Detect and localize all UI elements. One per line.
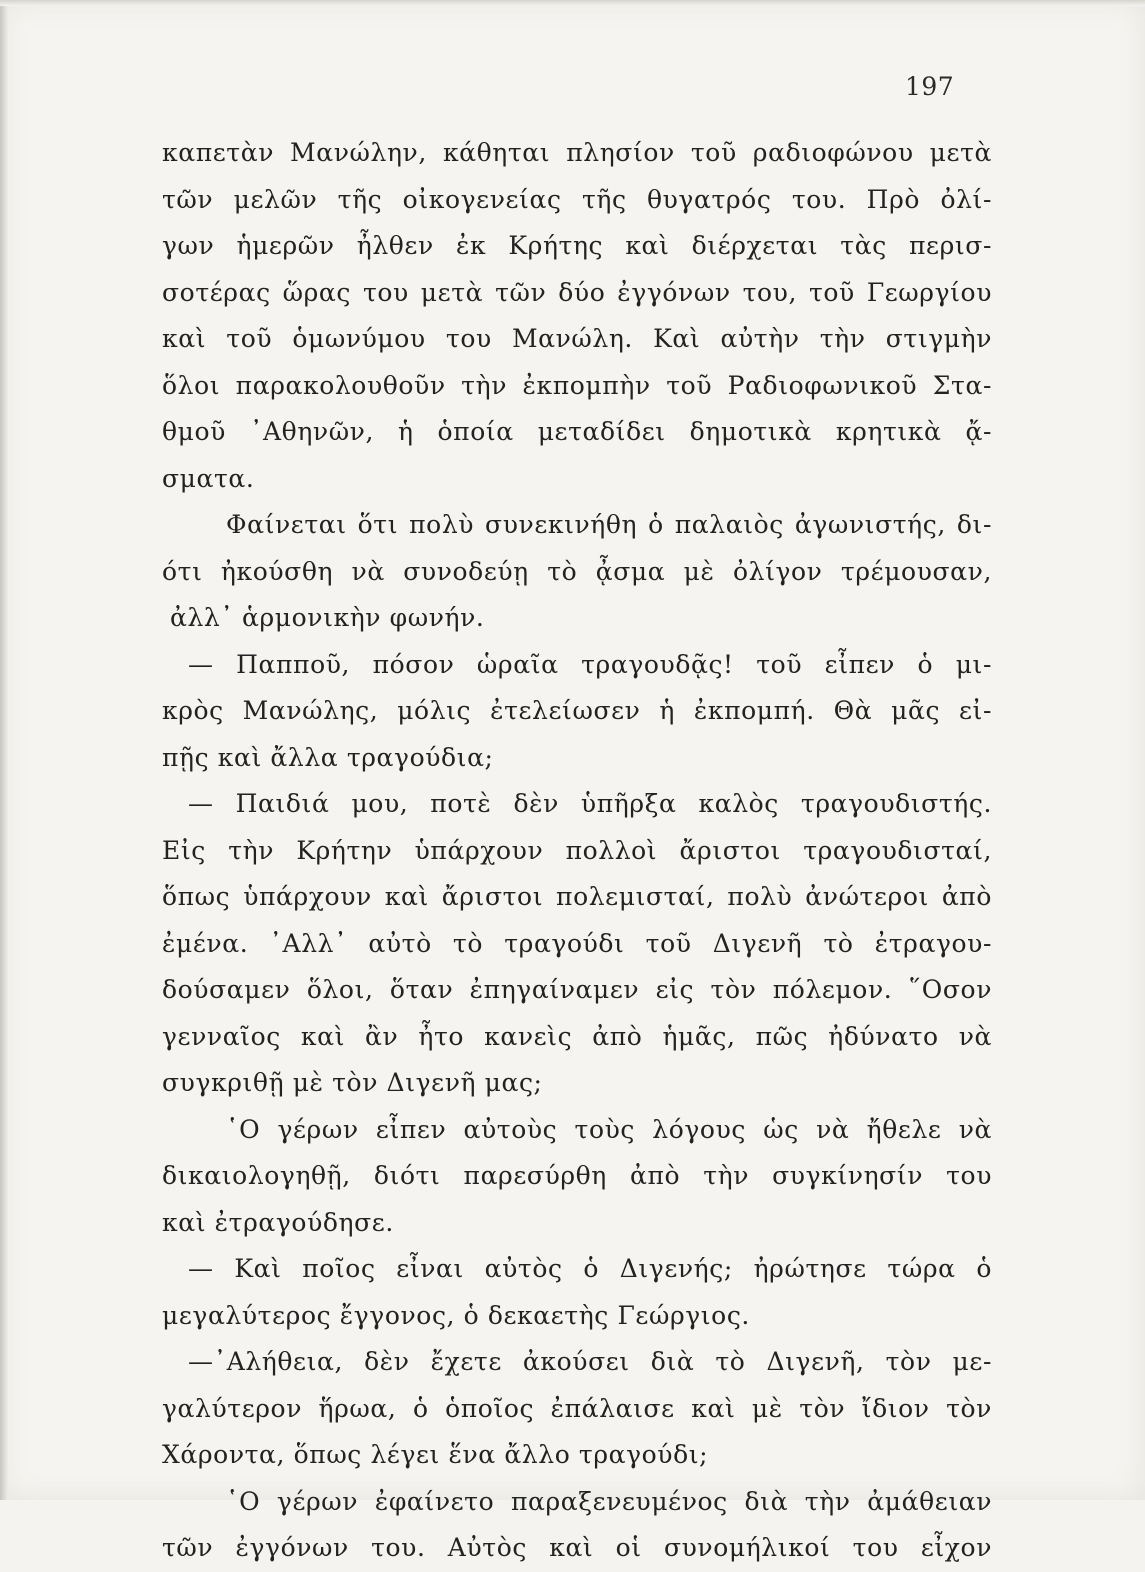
text-line: — Παπποῦ, πόσον ὡραῖα τραγουδᾷς! τοῦ εἶπεν ὁ μι- <box>188 649 992 679</box>
text-line: καὶ τοῦ ὁμωνύμου του Μανώλη. Καὶ αὐτὴν τὴν στιγμὴν <box>162 324 992 353</box>
text-line: θμοῦ ᾿Αθηνῶν, ἡ ὁποία μεταδίδει δημοτικὰ κρητικὰ ᾄ- <box>162 417 992 446</box>
text-line: δούσαμεν ὅλοι, ὅταν ἐπηγαίναμεν εἰς τὸν πόλεμον. ῞Οσον <box>162 975 992 1004</box>
text-line: ἀλλ᾿ ἁρμονικὴν φωνήν. <box>170 603 485 632</box>
text-line: πῇς καὶ ἄλλα τραγούδια; <box>162 742 494 772</box>
page-number: 197 <box>905 72 955 101</box>
body-text <box>162 130 992 1572</box>
text-line: Εἰς τὴν Κρήτην ὑπάρχουν πολλοὶ ἄριστοι τραγουδισταί, <box>162 835 992 865</box>
text-line: ἐμένα. ᾿Αλλ᾿ αὐτὸ τὸ τραγούδι τοῦ Διγενῆ τὸ ἐτραγου- <box>162 928 992 958</box>
text-line: σοτέρας ὥρας του μετὰ τῶν δύο ἐγγόνων του, τοῦ Γεωργίου <box>162 277 992 307</box>
text-line: Φαίνεται ὅτι πολὺ συνεκινήθη ὁ παλαιὸς ἀγωνιστής, δι- <box>226 510 992 539</box>
text-line: ῾Ο γέρων ἐφαίνετο παραξενευμένος διὰ τὴν ἀμάθειαν <box>226 1486 992 1516</box>
text-line: ὅλοι παρακολουθοῦν τὴν ἐκπομπὴν τοῦ Ραδιοφωνικοῦ Στα- <box>162 370 992 400</box>
text-line: δικαιολογηθῇ, διότι παρεσύρθη ἀπὸ τὴν συγκίνησίν του <box>162 1161 992 1190</box>
text-line: μεγαλύτερος ἔγγονος, ὁ δεκαετὴς Γεώργιος. <box>162 1300 750 1330</box>
text-line: — Καὶ ποῖος εἶναι αὐτὸς ὁ Διγενής; ἠρώτησε τώρα ὁ <box>188 1254 992 1283</box>
text-line: καὶ ἐτραγούδησε. <box>162 1207 394 1237</box>
page-top-edge <box>0 0 1145 6</box>
text-line: συγκριθῇ μὲ τὸν Διγενῆ μας; <box>162 1068 543 1097</box>
text-line: Χάροντα, ὅπως λέγει ἕνα ἄλλο τραγούδι; <box>162 1440 709 1469</box>
text-line: σματα. <box>162 463 255 493</box>
text-line: ὅπως ὑπάρχουν καὶ ἄριστοι πολεμισταί, πολὺ ἀνώτεροι ἀπὸ <box>162 882 992 911</box>
text-line: τῶν ἐγγόνων του. Αὐτὸς καὶ οἱ συνομήλικοί του εἶχον <box>162 1533 992 1562</box>
text-line: ότι ἠκούσθη νὰ συνοδεύῃ τὸ ᾆσμα μὲ ὀλίγον τρέμουσαν, <box>162 556 992 586</box>
text-line: —᾿Αλήθεια, δὲν ἔχετε ἀκούσει διὰ τὸ Διγενῆ, τὸν με- <box>188 1347 992 1376</box>
text-line: γενναῖος καὶ ἂν ἦτο κανεὶς ἀπὸ ἡμᾶς, πῶς ἠδύνατο νὰ <box>162 1021 992 1051</box>
page-left-edge <box>0 0 8 1500</box>
text-line: γων ἡμερῶν ἦλθεν ἐκ Κρήτης καὶ διέρχεται τὰς περισ- <box>162 231 992 260</box>
text-line: — Παιδιά μου, ποτὲ δὲν ὑπῆρξα καλὸς τραγουδιστής. <box>188 789 992 818</box>
text-line: γαλύτερον ἥρωα, ὁ ὁποῖος ἐπάλαισε καὶ μὲ τὸν ἴδιον τὸν <box>162 1393 992 1423</box>
text-line: ῾Ο γέρων εἶπεν αὐτοὺς τοὺς λόγους ὡς νὰ ἤθελε νὰ <box>226 1114 992 1144</box>
text-line: κρὸς Μανώλης, μόλις ἐτελείωσεν ἡ ἐκπομπή. Θὰ μᾶς εἰ- <box>162 696 992 725</box>
text-line: τῶν μελῶν τῆς οἰκογενείας τῆς θυγατρός του. Πρὸ ὀλί- <box>162 184 992 214</box>
text-line: καπετὰν Μανώλην, κάθηται πλησίον τοῦ ραδιοφώνου μετὰ <box>162 138 992 167</box>
